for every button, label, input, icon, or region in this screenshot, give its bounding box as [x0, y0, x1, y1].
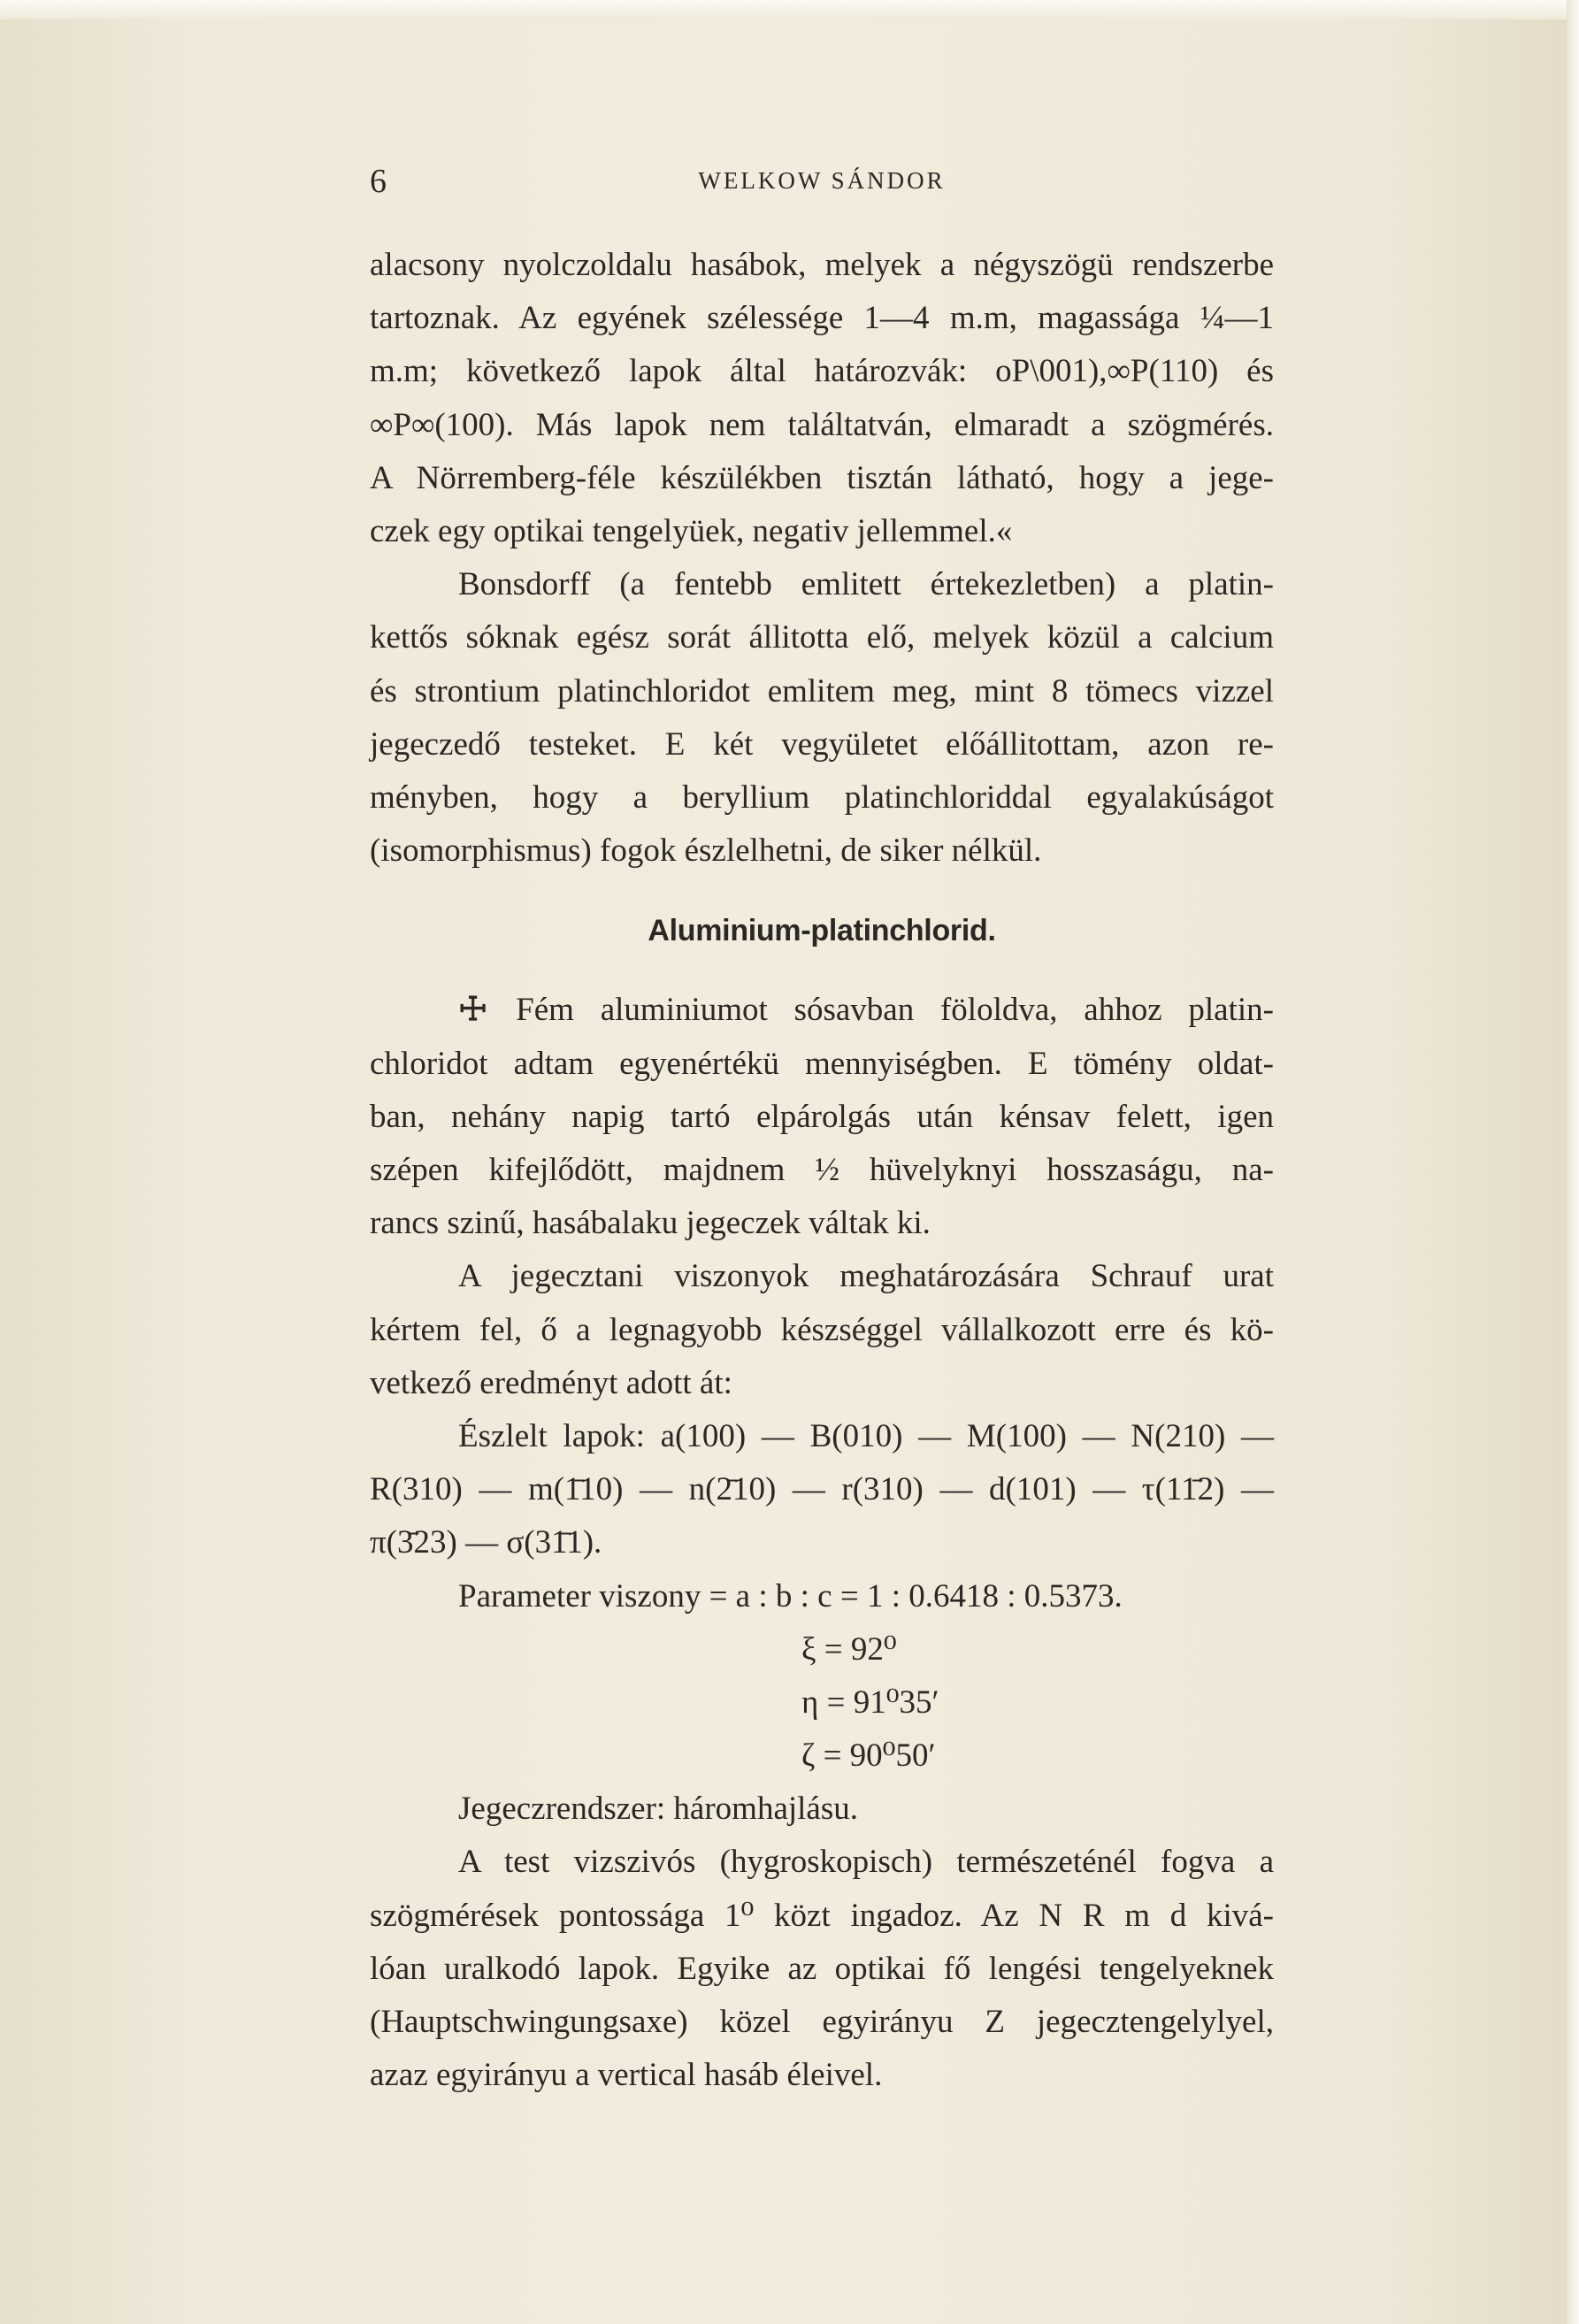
text-line: rancs szinű, hasábalaku jegeczek váltak ki.	[370, 1205, 931, 1242]
body-text	[370, 239, 1274, 2102]
text-line: lóan uralkodó lapok. Egyike az optikai fő lengési tengelyeknek	[370, 1950, 1274, 1987]
text-line: azaz egyirányu a vertical hasáb éleivel.	[370, 2057, 883, 2094]
text-line: alacsony nyolczoldalu hasábok, melyek a négyszögü rendszerbe	[370, 247, 1274, 283]
text-line: és strontium platinchloridot emlitem meg, mint 8 tömecs vizzel	[370, 672, 1274, 709]
text-line: Észlelt lapok: a(100) — B(010) — M(100) — N(210) —	[458, 1417, 1274, 1454]
paragraph-bonsdorff	[370, 558, 1274, 878]
page-header	[370, 162, 1274, 201]
crystal-system: Jegeczrendszer: háromhajlásu.	[458, 1791, 859, 1828]
text-line: ∞P∞(100). Más lapok nem találtatván, elmaradt a szögmérés.	[370, 406, 1274, 443]
text-line: szépen kifejlődött, majdnem ½ hüvelyknyi hosszaságu, na-	[370, 1152, 1274, 1188]
text-line: kértem fel, ő a legnagyobb készséggel vállalkozott erre és kö-	[370, 1311, 1274, 1348]
parameter-ratio: Parameter viszony = a : b : c = 1 : 0.6418 : 0.5373.	[458, 1577, 1123, 1615]
text-line	[370, 984, 1274, 1037]
page-number: 6	[370, 163, 387, 200]
text-line: (isomorphismus) fogok észlelhetni, de siker nélkül.	[370, 832, 1042, 870]
paragraph-intro	[370, 239, 1274, 558]
text-line: chloridot adtam egyenértékü mennyiségben. E tömény oldat-	[370, 1045, 1274, 1082]
text-line: A jegecztani viszonyok meghatározására Schrauf urat	[458, 1258, 1274, 1295]
angle-eta: η = 91⁰35′	[801, 1684, 939, 1721]
paragraph-hygroscopic	[370, 1836, 1274, 2102]
angle-list	[370, 1623, 1274, 1783]
text-line-content: Fém aluminiumot sósavban föloldva, ahhoz platin-	[516, 992, 1274, 1029]
text-line: czek egy optikai tengelyüek, negativ jellemmel.«	[370, 512, 1013, 549]
page-right-edge	[1567, 0, 1579, 2324]
angle-zeta: ζ = 90⁰50′	[801, 1737, 936, 1775]
angle-xi: ξ = 92⁰	[801, 1630, 897, 1668]
text-line: R(310) — m(1̄10) — n(2̄10) — r(310) — d(101) — τ(11̄2) —	[370, 1471, 1274, 1508]
text-line: szögmérések pontossága 1⁰ közt ingadoz. Az N R m d kivá-	[370, 1897, 1274, 1934]
text-line: A test vizszivós (hygroskopisch) természeténél fogva a	[458, 1844, 1274, 1881]
text-line: (Hauptschwingungsaxe) közel egyirányu Z jegecztengelylyel,	[370, 2004, 1274, 2040]
running-head: WELKOW SÁNDOR	[698, 167, 946, 194]
text-line: tartoznak. Az egyének szélessége 1—4 m.m, magassága ¼—1	[370, 300, 1274, 337]
page-top-edge	[0, 0, 1579, 19]
text-line: kettős sóknak egész sorát állitotta elő, melyek közül a calcium	[370, 619, 1274, 656]
text-line: ban, nehány napig tartó elpárolgás után kénsav felett, igen	[370, 1098, 1274, 1135]
crystal-faces	[370, 1410, 1274, 1570]
text-line: m.m; következő lapok által határozvák: oP\001),∞P(110) és	[370, 353, 1274, 390]
text-line: ményben, hogy a beryllium platinchloriddal egyalakúságot	[370, 779, 1274, 816]
text-line: Bonsdorff (a fentebb emlitett értekezletben) a platin-	[458, 566, 1274, 603]
text-line: A Nörremberg-féle készülékben tisztán látható, hogy a jege-	[370, 459, 1274, 496]
text-line: jegeczedő testeket. E két vegyületet előállitottam, azon re-	[370, 725, 1274, 763]
paragraph-mark-icon: ☩	[458, 992, 488, 1029]
text-line: vetkező eredményt adott át:	[370, 1364, 732, 1401]
section-heading: Aluminium-platinchlorid.	[648, 914, 996, 948]
paragraph-preparation	[370, 984, 1274, 1250]
paragraph-schrauf	[370, 1250, 1274, 1410]
text-line: π(3̄23) — σ(31̄1).	[370, 1524, 602, 1561]
